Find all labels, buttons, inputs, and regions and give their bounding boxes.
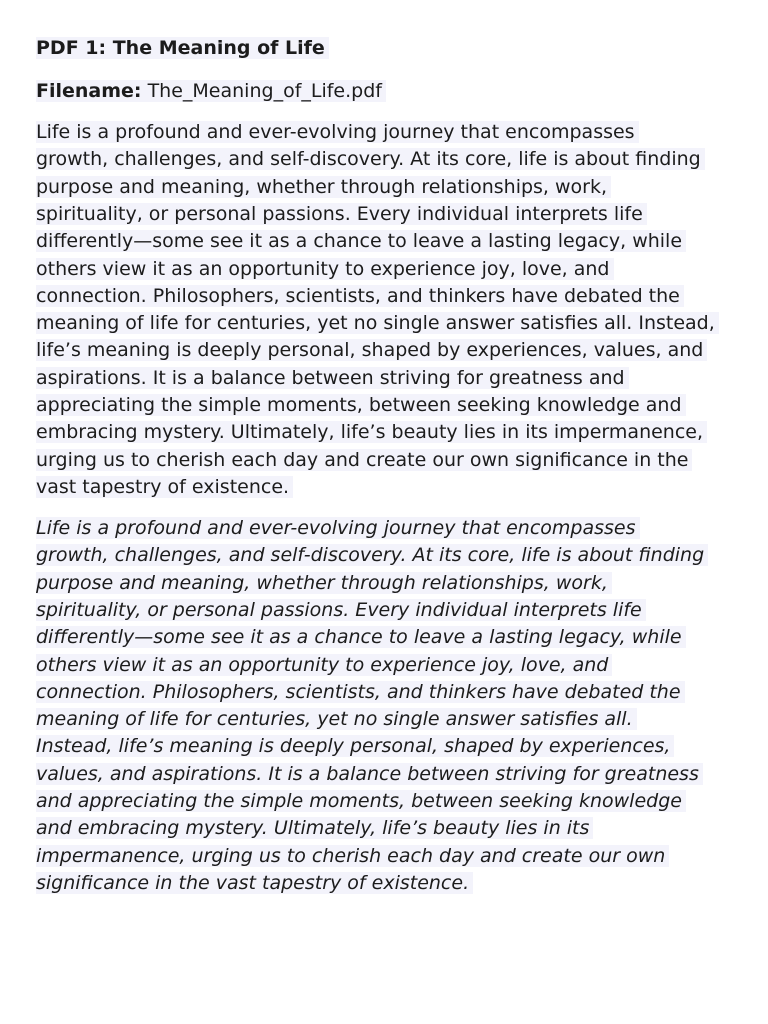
paragraph-line-text: significance in the vast tapestry of existence. bbox=[36, 872, 473, 894]
paragraph-line-text: spirituality, or personal passions. Every individual interprets life bbox=[36, 599, 646, 621]
paragraph-line bbox=[36, 788, 686, 814]
paragraph-line bbox=[36, 146, 705, 172]
paragraph-line-text: vast tapestry of existence. bbox=[36, 476, 293, 498]
paragraph-line-text: embracing mystery. Ultimately, life’s beauty lies in its impermanence, bbox=[36, 421, 707, 443]
paragraph-line bbox=[36, 570, 612, 596]
paragraph-line-text: meaning of life for centuries, yet no single answer satisfies all. bbox=[36, 708, 637, 730]
paragraph-line bbox=[36, 679, 685, 705]
filename-line bbox=[36, 78, 386, 104]
paragraph-line bbox=[36, 419, 707, 445]
paragraph-line-text: meaning of life for centuries, yet no single answer satisfies all. Instead, bbox=[36, 312, 719, 334]
paragraph-line bbox=[36, 542, 708, 568]
paragraph-line bbox=[36, 119, 639, 145]
paragraph-line bbox=[36, 392, 686, 418]
paragraph-line-text: spirituality, or personal passions. Every individual interprets life bbox=[36, 203, 647, 225]
paragraph-line bbox=[36, 474, 293, 500]
paragraph-line bbox=[36, 870, 473, 896]
paragraph-line-text: life’s meaning is deeply personal, shaped by experiences, values, and bbox=[36, 339, 707, 361]
filename-highlight bbox=[36, 80, 386, 102]
paragraph-line-text: purpose and meaning, whether through relationships, work, bbox=[36, 176, 611, 198]
paragraph-line bbox=[36, 283, 684, 309]
paragraph-line-text: differently—some see it as a chance to leave a lasting legacy, while bbox=[36, 626, 686, 648]
paragraph-line bbox=[36, 815, 593, 841]
filename-label: Filename: bbox=[36, 80, 142, 102]
paragraph-line bbox=[36, 652, 612, 678]
paragraph-line bbox=[36, 733, 674, 759]
paragraph-line bbox=[36, 174, 611, 200]
paragraph-line-text: growth, challenges, and self-discovery. At its core, life is about finding bbox=[36, 544, 708, 566]
paragraph-line bbox=[36, 337, 707, 363]
paragraph-line bbox=[36, 761, 703, 787]
paragraph-line bbox=[36, 515, 640, 541]
paragraph-line-text: Life is a profound and ever-evolving journey that encompasses bbox=[36, 517, 640, 539]
paragraph-line bbox=[36, 256, 614, 282]
paragraph-line bbox=[36, 624, 686, 650]
paragraph-line-text: Instead, life’s meaning is deeply personal, shaped by experiences, bbox=[36, 735, 674, 757]
paragraph-line-text: aspirations. It is a balance between striving for greatness and bbox=[36, 367, 629, 389]
paragraph-line-text: connection. Philosophers, scientists, and thinkers have debated the bbox=[36, 681, 685, 703]
document-heading bbox=[36, 35, 329, 61]
paragraph-line-text: differently—some see it as a chance to leave a lasting legacy, while bbox=[36, 230, 686, 252]
paragraph-line bbox=[36, 843, 669, 869]
paragraph-line-text: appreciating the simple moments, between seeking knowledge and bbox=[36, 394, 686, 416]
paragraph-line-text: values, and aspirations. It is a balance between striving for greatness bbox=[36, 763, 703, 785]
paragraph-line-text: and appreciating the simple moments, between seeking knowledge bbox=[36, 790, 686, 812]
paragraph-line bbox=[36, 706, 637, 732]
paragraph-line-text: connection. Philosophers, scientists, and thinkers have debated the bbox=[36, 285, 684, 307]
paragraph-line-text: others view it as an opportunity to experience joy, love, and bbox=[36, 258, 614, 280]
paragraph-line bbox=[36, 597, 646, 623]
paragraph-line bbox=[36, 447, 692, 473]
paragraph-line-text: urging us to cherish each day and create our own significance in the bbox=[36, 449, 692, 471]
paragraph-line bbox=[36, 365, 629, 391]
paragraph-line bbox=[36, 201, 647, 227]
paragraph-line-text: impermanence, urging us to cherish each day and create our own bbox=[36, 845, 669, 867]
paragraph-line-text: and embracing mystery. Ultimately, life’s beauty lies in its bbox=[36, 817, 593, 839]
paragraph-line bbox=[36, 310, 719, 336]
document-heading-text: PDF 1: The Meaning of Life bbox=[36, 37, 329, 59]
paragraph-line-text: Life is a profound and ever-evolving journey that encompasses bbox=[36, 121, 639, 143]
paragraph-line-text: growth, challenges, and self-discovery. At its core, life is about finding bbox=[36, 148, 705, 170]
paragraph-line bbox=[36, 228, 686, 254]
paragraph-line-text: purpose and meaning, whether through relationships, work, bbox=[36, 572, 612, 594]
filename-value: The_Meaning_of_Life.pdf bbox=[147, 80, 382, 102]
paragraph-line-text: others view it as an opportunity to experience joy, love, and bbox=[36, 654, 612, 676]
